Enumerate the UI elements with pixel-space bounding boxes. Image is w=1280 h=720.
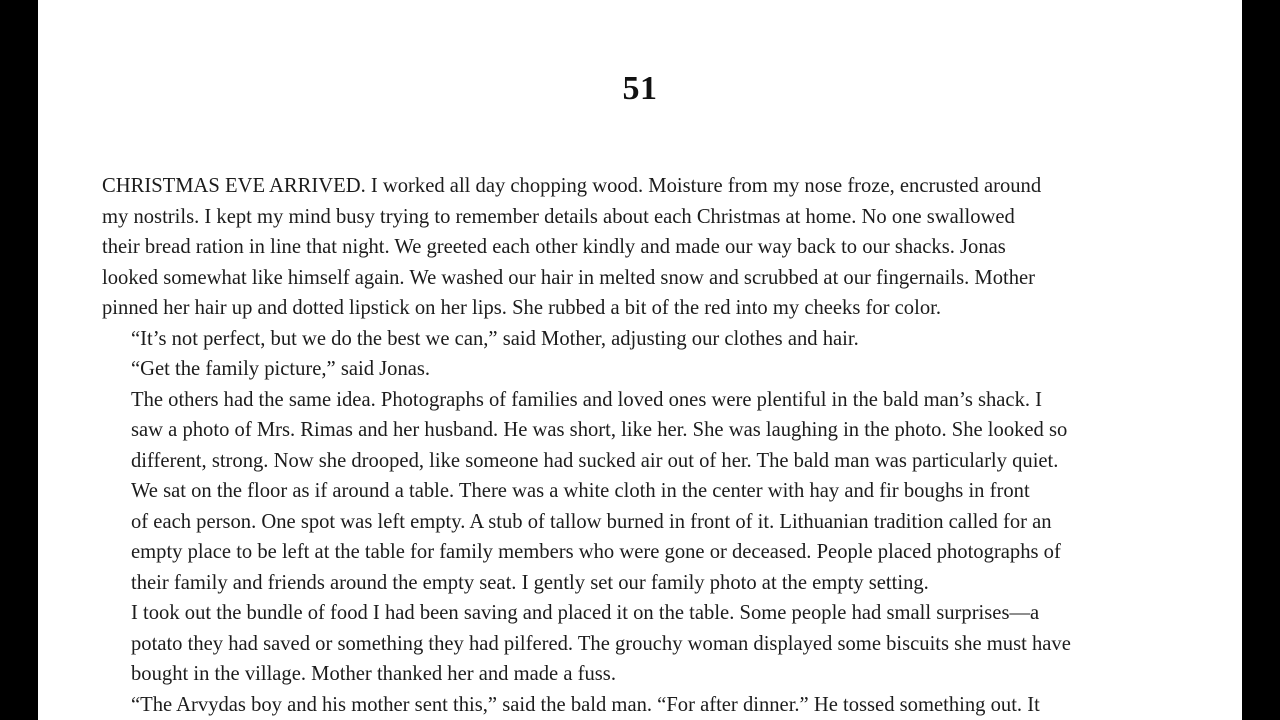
- text-line: CHRISTMAS EVE ARRIVED. I worked all day chopping wood. Moisture from my nose froze, encrusted around: [102, 175, 1042, 197]
- text-line: We sat on the floor as if around a table. There was a white cloth in the center with hay and fir boughs in front: [131, 480, 1030, 502]
- text-line: “Get the family picture,” said Jonas.: [131, 358, 431, 380]
- text-line: potato they had saved or something they had pilfered. The grouchy woman displayed some biscuits she must have: [131, 632, 1071, 655]
- chapter-body: [102, 171, 1212, 720]
- text-line: of each person. One spot was left empty. A stub of tallow burned in front of it. Lithuanian tradition called for an: [131, 510, 1052, 533]
- book-page: [38, 0, 1242, 720]
- paragraph: [102, 354, 1212, 385]
- paragraph: [102, 476, 1212, 598]
- text-line: my nostrils. I kept my mind busy trying to remember details about each Christmas at home. No one swallowed: [102, 205, 1015, 228]
- chapter-number: 51: [622, 70, 658, 107]
- text-line: looked somewhat like himself again. We washed our hair in melted snow and scrubbed at our fingernails. Mother: [102, 266, 1036, 289]
- text-line: “It’s not perfect, but we do the best we can,” said Mother, adjusting our clothes and hair.: [131, 327, 859, 350]
- text-line: their family and friends around the empty seat. I gently set our family photo at the empty setting.: [131, 571, 929, 594]
- text-line: saw a photo of Mrs. Rimas and her husband. He was short, like her. She was laughing in the photo. She looked so: [131, 419, 1068, 441]
- text-line: The others had the same idea. Photographs of families and loved ones were plentiful in the bald man’s shack. I: [131, 388, 1043, 411]
- text-line: bought in the village. Mother thanked her and made a fuss.: [131, 663, 616, 685]
- text-line: different, strong. Now she drooped, like someone had sucked air out of her. The bald man was particularly quiet.: [131, 449, 1059, 472]
- text-line: “The Arvydas boy and his mother sent this,” said the bald man. “For after dinner.” He tossed something out. It: [131, 693, 1040, 716]
- paragraph: [102, 690, 1212, 720]
- paragraph: [102, 598, 1212, 690]
- paragraph: [102, 324, 1212, 355]
- text-line: I took out the bundle of food I had been saving and placed it on the table. Some people had small surprises—a: [131, 602, 1040, 624]
- text-line: pinned her hair up and dotted lipstick on her lips. She rubbed a bit of the red into my cheeks for color.: [102, 297, 941, 319]
- text-line: their bread ration in line that night. We greeted each other kindly and made our way back to our shacks. Jonas: [102, 236, 1006, 258]
- paragraph: [102, 385, 1212, 477]
- paragraph: [102, 171, 1212, 324]
- text-line: empty place to be left at the table for family members who were gone or deceased. People placed photographs of: [131, 541, 1061, 563]
